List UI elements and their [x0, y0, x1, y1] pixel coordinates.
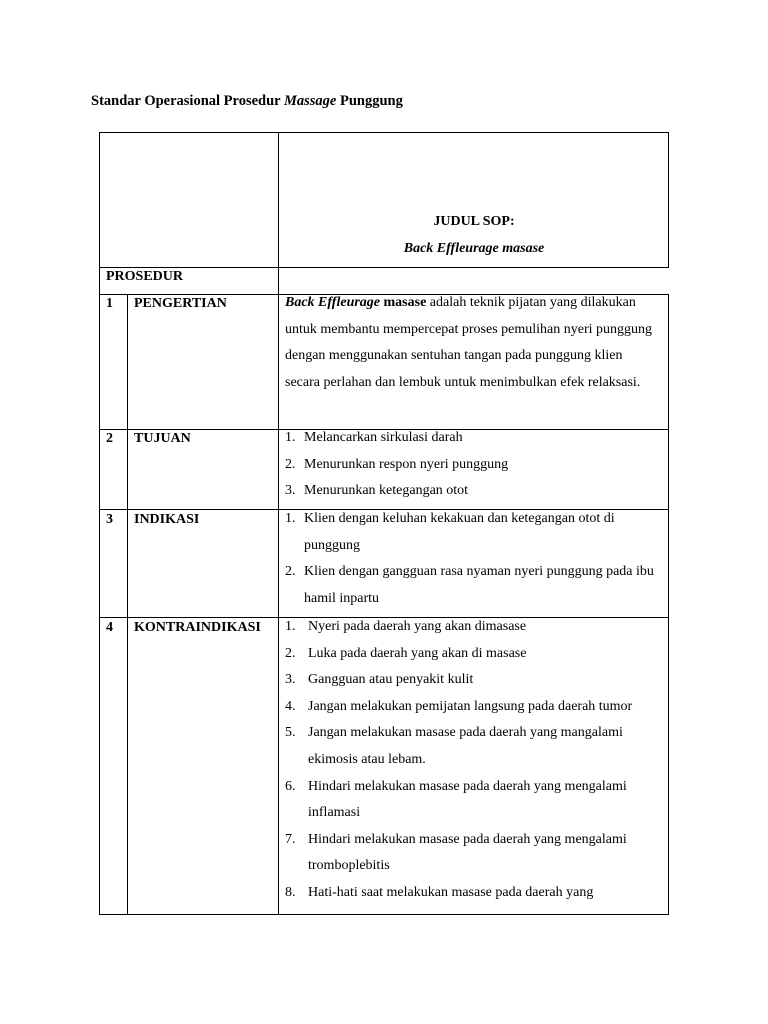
list-item: 5. Jangan melakukan masase pada daerah yang mangalami ekimosis atau lebam. — [285, 725, 623, 767]
list-item: 2. Menurunkan respon nyeri punggung — [285, 456, 509, 472]
list-item-text: Menurunkan respon nyeri punggung — [304, 456, 509, 472]
kontraindikasi-list — [285, 614, 665, 907]
list-item-text: Melancarkan sirkulasi darah — [304, 430, 463, 445]
row-label-kontraindikasi: KONTRAINDIKASI — [134, 620, 261, 635]
list-item: 1. Melancarkan sirkulasi darah — [285, 430, 463, 445]
list-item-text: Luka pada daerah yang akan di masase — [308, 645, 527, 661]
list-item: 3. Menurunkan ketegangan otot — [285, 483, 469, 499]
list-item-text: Hati-hati saat melakukan masase pada daerah yang — [308, 884, 594, 900]
list-item-text: Gangguan atau penyakit kulit — [308, 672, 474, 688]
row-label-tujuan: TUJUAN — [134, 431, 191, 446]
tujuan-list — [285, 425, 665, 505]
title-suffix: Punggung — [336, 93, 403, 109]
list-item-text: Jangan melakukan masase pada daerah yang mangalami ekimosis atau lebam. — [308, 725, 623, 767]
list-item: 6. Hindari melakukan masase pada daerah yang mengalami inflamasi — [285, 778, 627, 821]
list-item: 8. Hati-hati saat melakukan masase pada daerah yang — [285, 884, 594, 900]
pengertian-term-bold: masase — [380, 295, 427, 310]
list-item-text: Jangan melakukan pemijatan langsung pada daerah tumor — [308, 698, 633, 714]
list-item-text: Klien dengan gangguan rasa nyaman nyeri punggung pada ibu hamil inpartu — [304, 564, 654, 607]
pengertian-body: adalah teknik pijatan yang dilakukan untuk membantu mempercepat proses pemulihan nyeri punggung dengan menggunakan sentuhan tangan pada punggung klien secara perlahan dan lembuk untuk menimbulkan efek relaksasi. — [285, 295, 653, 390]
row-label-pengertian: PENGERTIAN — [134, 296, 227, 311]
indikasi-list — [285, 506, 655, 613]
judul-sop-value: Back Effleurage masase — [403, 241, 545, 256]
prosedur-label: PROSEDUR — [106, 269, 184, 284]
document-title — [91, 93, 403, 110]
list-item: 3. Gangguan atau penyakit kulit — [285, 672, 474, 688]
list-item-text: Hindari melakukan masase pada daerah yang mengalami inflamasi — [308, 778, 627, 821]
title-text: Standar Operasional Prosedur — [91, 93, 284, 109]
pengertian-term-italic: Back Effleurage — [285, 295, 381, 310]
row-number: 1 — [106, 296, 113, 311]
row-number: 4 — [106, 620, 113, 635]
row-number: 2 — [106, 431, 113, 446]
list-item: 4. Jangan melakukan pemijatan langsung pada daerah tumor — [285, 698, 633, 714]
title-italic: Massage — [283, 93, 337, 109]
column-divider-label — [278, 294, 279, 915]
list-item: 7. Hindari melakukan masase pada daerah yang mengalami tromboplebitis — [285, 831, 627, 874]
pengertian-text — [285, 290, 660, 396]
list-item-text: Nyeri pada daerah yang akan dimasase — [308, 619, 527, 634]
list-item-text: Hindari melakukan masase pada daerah yang mengalami tromboplebitis — [308, 831, 627, 874]
column-divider-number — [127, 294, 128, 915]
row-number: 3 — [106, 512, 113, 527]
list-item: 1. Nyeri pada daerah yang akan dimasase — [285, 619, 527, 634]
list-item-text: Klien dengan keluhan kekakuan dan ketegangan otot di punggung — [304, 511, 615, 553]
list-item: 2. Luka pada daerah yang akan di masase — [285, 645, 527, 661]
list-item-text: Menurunkan ketegangan otot — [304, 483, 469, 499]
list-item: 2. Klien dengan gangguan rasa nyaman nyeri punggung pada ibu hamil inpartu — [285, 564, 654, 607]
row-label-indikasi: INDIKASI — [134, 512, 200, 527]
judul-sop-label: JUDUL SOP: — [433, 214, 515, 229]
list-item: 1. Klien dengan keluhan kekakuan dan ketegangan otot di punggung — [285, 511, 615, 553]
